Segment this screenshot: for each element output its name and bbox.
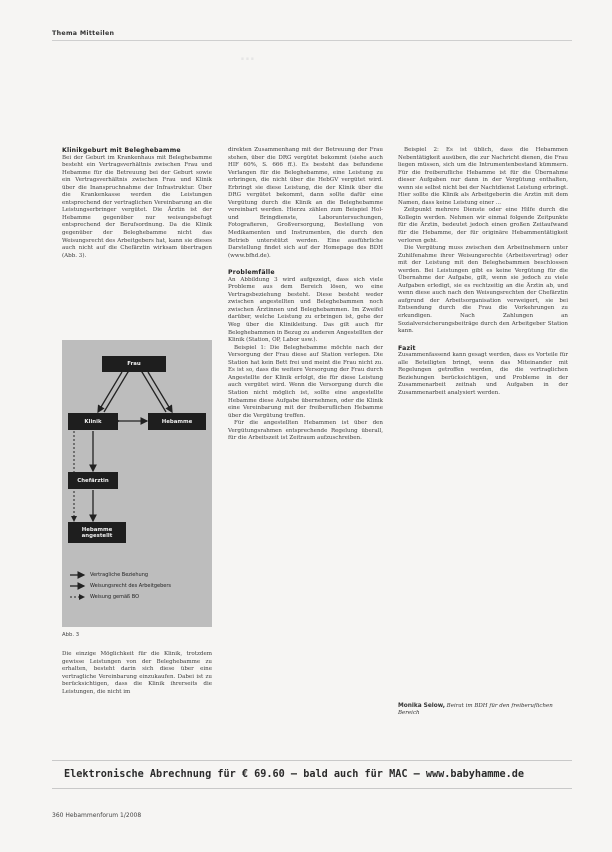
column-1 — [62, 147, 212, 260]
advert-banner — [52, 760, 572, 789]
section-header: Thema Mitteilen — [52, 30, 115, 37]
column-3-text-2: Zeitpunkt mehrere Dienste oder eine Hilfe durch die Kollegin werden. Nehmen wir einmal folgende Zeitpunkte für die Ärztin, bedeutet jedoch einen großen Zeitaufwand für die Hebamme, der für originäre Hebammentätigkeit verloren geht. — [398, 207, 568, 244]
advert-text: Elektronische Abrechnung für € 69.60 – bald auch für MAC – www.babyhamme.de — [64, 769, 525, 780]
column-1-continued: Die einzige Möglichkeit für die Klinik, trotzdem gewisse Leistungen von der Beleghebamme zu erhalten, besteht darin sich diese über eine vertragliche Vereinbarung einzukaufen. Dabei ist zu berücksichtigen, dass die Klinik ihrerseits die Leistungen, die nicht im — [62, 651, 212, 695]
node-chefaerztin: Chefärztin — [68, 472, 118, 489]
column-2-text-4: Für die angestellten Hebammen ist über den Vergütungsrahmen entsprechende Regelung überall, für die Arbeitszeit ist Zeitraum aufzuschreiben. — [228, 420, 383, 442]
column-2-heading: Problemfälle — [228, 269, 275, 277]
legend-item-weisungsrecht: Weisungsrecht des Arbeitgebers — [90, 583, 172, 589]
arrow-frau-klinik — [98, 372, 122, 412]
figure-caption: Abb. 3 — [62, 632, 80, 638]
column-3 — [398, 147, 568, 398]
node-hebamme-angestellt: Hebamme angestellt — [68, 522, 126, 543]
node-hebamme: Hebamme — [148, 413, 206, 430]
column-3-text-1: Beispiel 2: Es ist üblich, dass die Hebammen Nebentätigkeit ausüben, die zur Nachricht dienen, die Frau liegen müssen, sich um die Intrumentenbestand kümmern. Für die freiberufliche Hebamme ist für die Übernahme dieser Aufgaben nur dann in der Vergütung enthalten, wenn sie selbst nicht bei der Nachtdienst Leistung erbringt. Hier sollte die Klinik als Arbeitgeberin die Arztin mit dem Namen, dass keine Leistung einer ... — [398, 147, 568, 206]
node-frau: Frau — [102, 356, 166, 372]
author-signature — [398, 703, 568, 718]
column-2-text-3: Beispiel 1: Die Beleghebamme möchte nach der Versorgung der Frau diese auf Station verlegen. Die Station hat kein Bett frei und meint die Frau nicht zu. Es ist so, dass die weitere Versorgung der Frau durch Angestellte der Klinik erfolgt, die für diese Leistung auch vergütet wird. Wenn die Versorgung durch die Station nicht möglich ist, sollte eine angestellte Hebamme diese Aufgabe übernehmen, oder die Klinik eine Vereinbarung mit der freiberuflichen Hebamme über die Vergütung treffen. — [228, 344, 383, 419]
page-footer: 360 Hebammenforum 1/2008 — [52, 812, 142, 819]
column-2 — [228, 147, 383, 443]
faded-title: ... — [240, 49, 255, 64]
column-1-text: Bei der Geburt im Krankenhaus mit Beleghebamme besteht ein Vertragsverhältnis zwischen Frau und Hebamme für die Betreuung bei der Geburt sowie ein Vertragsverhältnis zwischen Frau und Klinik über die Inanspruchnahme der Infrastruktur. Über die Krankenkasse werden die Leistungen entsprechend der vertraglichen Vereinbarung an die Leistungserbringer vergütet. Die Ärztin ist der Hebamme gegenüber nur weisungsbefugt entsprechend der Berufsordnung. Da die Klinik gegenüber der Beleghebamme nicht das Weisungsrecht des Arbeitgebers hat, kann sie dieses auch nicht auf die Chefärztin wirksam übertragen (Abb. 3). — [62, 154, 212, 259]
column-2-text-2: An Abbildung 3 wird aufgezeigt, dass sich viele Probleme aus dem Bereich lösen, wo eine Vertragsbeziehung besteht. Diese besteht weder zwischen angestellten und Beleghebammen noch zwischen Ärztinnen und Beleghebammen. Im Zweifel darüber, welche Leistung zu erbringen ist, gehe der Weg über die Klinikleitung. Das gilt auch für Beleghebammen in Bezug zu anderen Angestellten der Klinik (Station, OP, Labor usw.). — [228, 276, 383, 344]
column-3-heading: Fazit — [398, 344, 416, 352]
column-2-text-1: direkten Zusammenhang mit der Betreuung der Frau stehen, über die DRG vergütet bekommt (siehe auch HIF 60%, S. 666 ff.). Es besteht das befundene Verlangen für die Beleghebamme, eine Leistung zu erbringen, die nicht über die HebGV vergütet wird. Erbringt sie diese Leistung, die der Klinik über die DRG vergütet bekommt, dann sollte dafür eine Vergütung durch die Klinik an die Beleghebamme vereinbart werden. Hierzu zählen zum Beispiel Hol- und Bringdienste, Laboruntersuchungen, Fotografieren, Großversorgung, Bestellung von Medikamenten und Instrumenten, die durch den Betrieb unterstützt werden. Eine ausführliche Darstellung findet sich auf der Homepage des BDH (www.bfhd.de). — [228, 147, 383, 259]
column-3-text-3: Die Vergütung muss zwischen den Arbeitnehmern unter Zuhilfenahme ihrer Weisungsrechte (Arbeitsvertrag) oder mit der Leistung mit den Beleghebammen beschlossen werden. Bei Leistungen gibt es keine Vergütung für die Übernahme der Aufgabe, gilt, wenn sie jedoch zu viele Aufgaben erledigt, sie es rechtzeitig an die Ärztin ab, und wenn diese auch nach den Weisungsrechten der Chefärztin aufgrund der Arbeitsorganisation verweigert, sie bei Entsendung durch die Frau die Vorkehrungen zu erkundigen. Nach Zahlungen an Sozialversicherungsbeiträge durch den Arbeitgeber Station kann. — [398, 245, 568, 335]
relationship-diagram — [62, 340, 212, 627]
column-3-text-4: Zusammenfassend kann gesagt werden, dass es Vorteile für alle Beteiligten bringt, wenn das Miteinander mit Regelungen getroffen werden, die die vertraglichen Beziehungen berücksichtigen, und Probleme in der Zusammenarbeit zeitnah und Aufgaben in der Zusammenarbeit analysiert werden. — [398, 352, 568, 396]
header-divider — [52, 40, 572, 41]
author-role: Beirat im BDH für den freiberuflichen Bereich — [398, 703, 553, 717]
arrow-frau-hebamme — [148, 372, 172, 412]
node-klinik: Klinik — [68, 413, 118, 430]
column-1-heading: Klinikgeburt mit Beleghebamme — [62, 147, 181, 154]
legend-item-bo: Weisung gemäß BO — [90, 594, 140, 600]
legend-item-vertraglich: Vertragliche Beziehung — [90, 572, 149, 578]
arrow-hebamme-frau — [142, 372, 166, 412]
arrow-klinik-frau — [104, 372, 128, 412]
author-name: Monika Selow, — [398, 703, 445, 709]
